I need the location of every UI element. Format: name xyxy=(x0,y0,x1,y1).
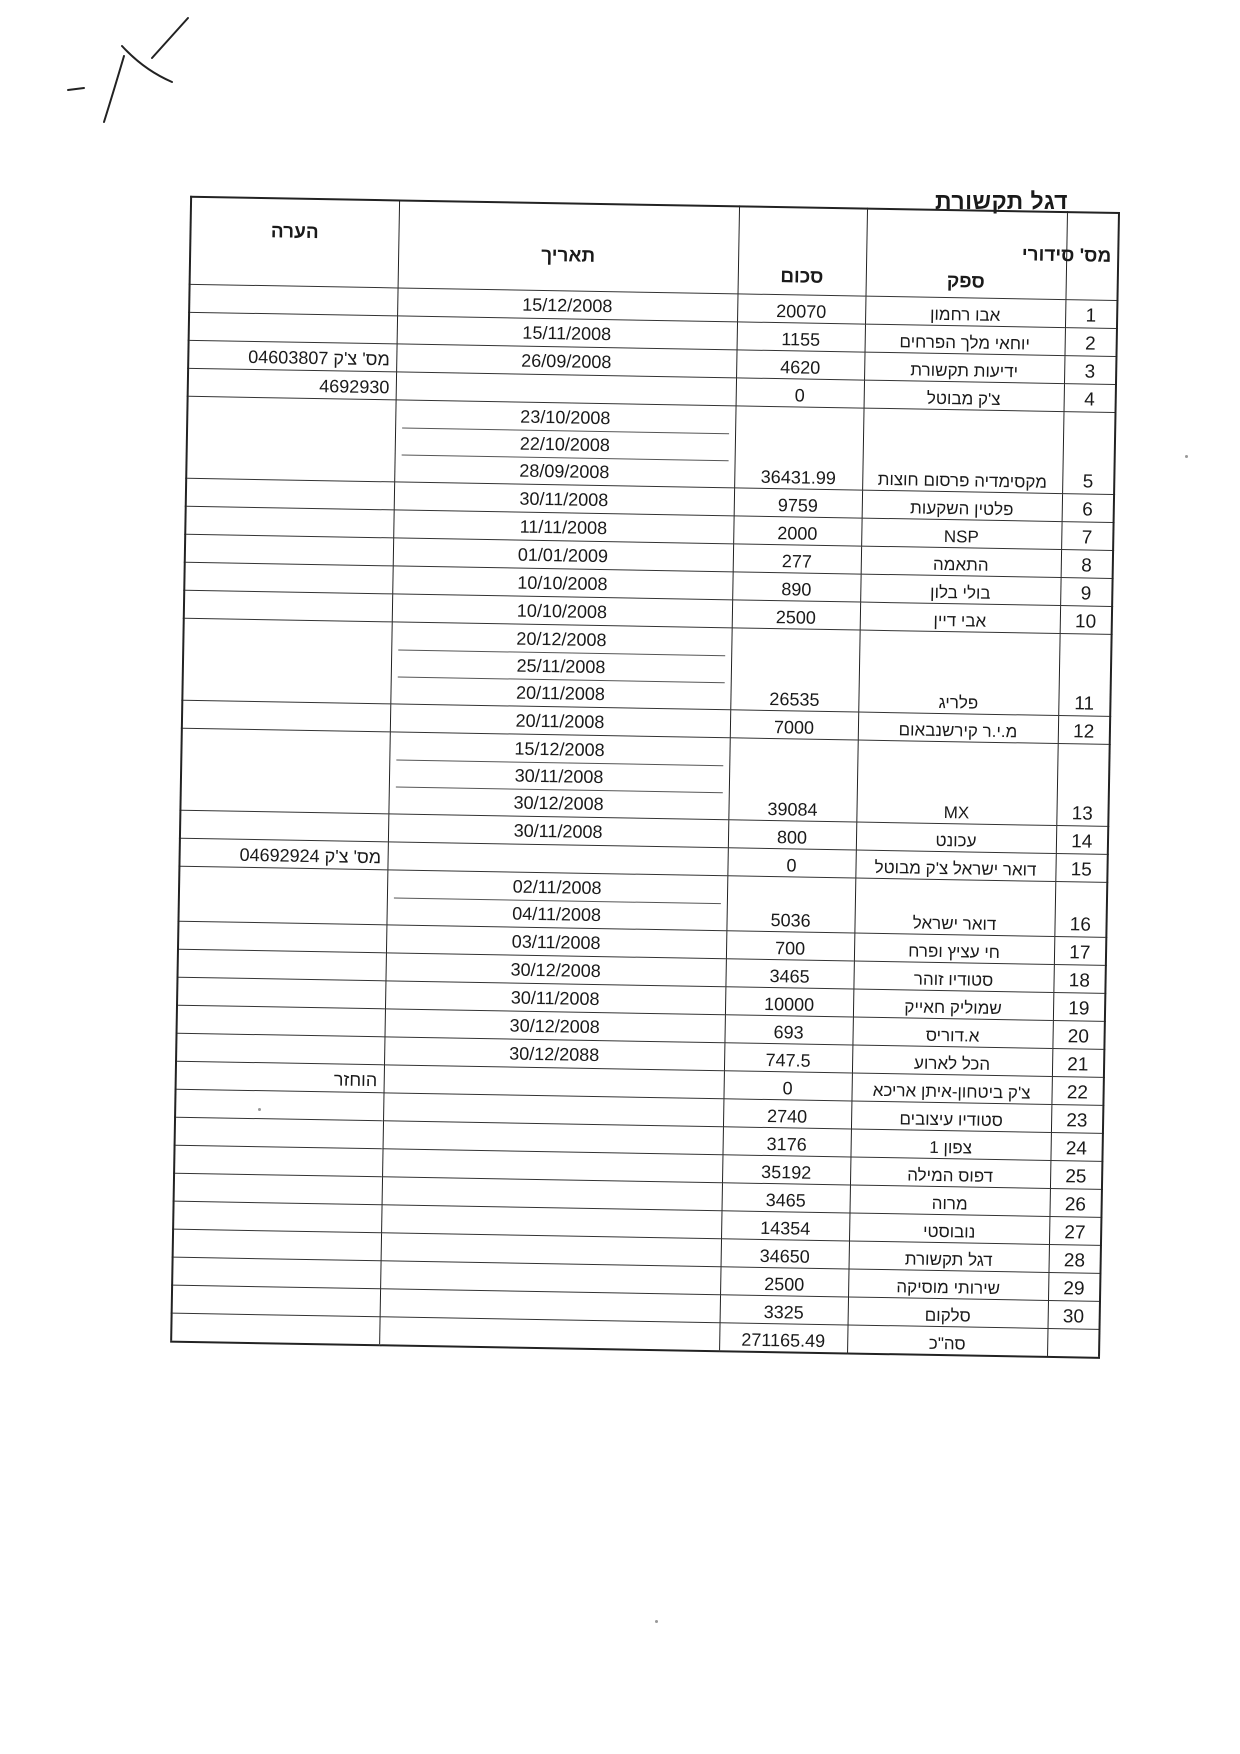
row-date: 15/11/2008 xyxy=(522,322,612,345)
row-amount: 35192 xyxy=(722,1155,850,1185)
row-serial: 22 xyxy=(1051,1076,1103,1105)
row-amount: 7000 xyxy=(730,710,858,740)
total-serial-cell xyxy=(1047,1328,1099,1357)
row-amount: 3465 xyxy=(725,959,853,989)
row-supplier: אבו רחמון xyxy=(865,296,1065,327)
row-supplier: ידיעות תקשורת xyxy=(864,352,1064,383)
row-supplier: דואר ישראל צ'ק מבוטל xyxy=(855,850,1055,881)
row-note xyxy=(184,590,392,622)
row-supplier: צ'ק ביטחון-איתן אריכא xyxy=(851,1073,1051,1104)
row-supplier: עכונט xyxy=(856,822,1056,853)
row-supplier: חי עציץ ופרח xyxy=(854,933,1054,964)
row-amount: 747.5 xyxy=(724,1043,852,1073)
row-note xyxy=(180,728,389,814)
scan-speck xyxy=(258,1108,261,1111)
row-serial: 7 xyxy=(1061,522,1113,551)
row-serial: 27 xyxy=(1049,1216,1101,1245)
row-supplier: בולי בלון xyxy=(860,574,1060,605)
row-amount: 0 xyxy=(736,378,864,408)
row-date: 30/11/2008 xyxy=(513,820,603,843)
header-note: הערה xyxy=(190,197,399,288)
row-note xyxy=(175,1089,383,1121)
total-date-cell xyxy=(379,1317,719,1351)
row-serial: 1 xyxy=(1065,300,1117,329)
row-supplier: NSP xyxy=(861,518,1061,549)
row-date: 30/12/2008 xyxy=(513,792,604,815)
row-amount: 800 xyxy=(728,820,856,850)
row-date: 22/10/2008 xyxy=(401,429,728,462)
row-amount: 9759 xyxy=(734,488,862,518)
row-serial: 21 xyxy=(1052,1048,1104,1077)
row-serial: 5 xyxy=(1062,412,1115,495)
row-amount: 5036 xyxy=(726,876,855,933)
row-date: 28/09/2008 xyxy=(519,460,610,483)
row-note xyxy=(189,312,397,344)
row-serial: 24 xyxy=(1050,1132,1102,1161)
payments-table xyxy=(170,196,1120,1359)
row-serial: 16 xyxy=(1054,882,1107,938)
row-supplier: שמוליק חאייק xyxy=(853,989,1053,1020)
row-supplier: דפוס המילה xyxy=(850,1157,1050,1188)
row-dates xyxy=(388,732,729,820)
row-date: 26/09/2008 xyxy=(521,350,612,373)
row-serial: 20 xyxy=(1052,1020,1104,1049)
row-note xyxy=(174,1173,382,1205)
row-amount: 693 xyxy=(724,1015,852,1045)
row-serial: 25 xyxy=(1050,1160,1102,1189)
row-supplier: סטודיו זוהר xyxy=(853,961,1053,992)
row-supplier: MX xyxy=(856,740,1057,825)
row-amount: 2000 xyxy=(733,516,861,546)
row-serial: 17 xyxy=(1054,936,1106,965)
row-amount: 890 xyxy=(732,572,860,602)
row-date: 30/11/2008 xyxy=(395,760,722,793)
row-serial: 8 xyxy=(1061,550,1113,579)
row-supplier: שירותי מוסיקה xyxy=(848,1269,1048,1300)
row-note xyxy=(178,921,386,953)
row-date: 11/11/2008 xyxy=(519,516,608,539)
row-note xyxy=(185,534,393,566)
row-supplier: התאמה xyxy=(861,546,1061,577)
row-date: 15/12/2008 xyxy=(396,733,723,766)
row-note xyxy=(173,1229,381,1261)
row-supplier: הכל לארוע xyxy=(852,1045,1052,1076)
row-serial: 12 xyxy=(1058,716,1110,745)
row-note: מס' צ'ק 04692924 xyxy=(179,838,387,870)
row-serial: 28 xyxy=(1048,1244,1100,1273)
row-supplier: סטודיו עיצובים xyxy=(851,1101,1051,1132)
row-serial: 11 xyxy=(1058,634,1111,717)
row-note xyxy=(185,506,393,538)
row-serial: 26 xyxy=(1049,1188,1101,1217)
header-amount: סכום xyxy=(738,206,868,296)
row-amount: 4620 xyxy=(736,350,864,380)
row-date: 30/12/2008 xyxy=(510,959,601,982)
row-serial: 29 xyxy=(1048,1272,1100,1301)
row-note xyxy=(177,1005,385,1037)
row-amount: 34650 xyxy=(721,1239,849,1269)
row-date: 20/11/2008 xyxy=(515,710,605,733)
row-supplier: נובוסטי xyxy=(849,1213,1049,1244)
row-date: 30/11/2008 xyxy=(510,987,600,1010)
row-note xyxy=(182,700,390,732)
header-date: תאריך xyxy=(398,200,739,293)
row-supplier: צפון 1 xyxy=(850,1129,1050,1160)
row-supplier: פלטין השקעות xyxy=(862,490,1062,521)
row-note xyxy=(177,977,385,1009)
row-dates xyxy=(386,870,727,931)
row-note xyxy=(182,618,391,704)
row-date: 23/10/2008 xyxy=(402,402,729,435)
row-serial: 15 xyxy=(1055,854,1107,883)
row-amount: 277 xyxy=(733,544,861,574)
row-amount: 39084 xyxy=(728,738,857,822)
row-amount: 20070 xyxy=(737,294,865,324)
row-note xyxy=(175,1117,383,1149)
row-serial: 14 xyxy=(1056,826,1108,855)
row-supplier: מ.י.ר קירשנבאום xyxy=(858,712,1058,743)
row-amount: 1155 xyxy=(737,322,865,352)
row-date: 01/01/2009 xyxy=(517,544,609,567)
header-serial: מס' סידורי xyxy=(1065,212,1119,300)
row-serial: 10 xyxy=(1060,606,1112,635)
document-title: דגל תקשורת xyxy=(935,188,1068,214)
row-note xyxy=(173,1201,381,1233)
row-supplier: סלקום xyxy=(848,1297,1048,1328)
row-amount: 2500 xyxy=(720,1267,848,1297)
row-note xyxy=(189,284,397,316)
row-note xyxy=(172,1257,380,1289)
row-amount: 2740 xyxy=(723,1099,851,1129)
row-note xyxy=(186,478,394,510)
row-amount: 2500 xyxy=(732,600,860,630)
row-supplier: אבי דיין xyxy=(860,602,1060,633)
row-note xyxy=(186,396,395,482)
payments-table-wrapper xyxy=(170,196,1118,1359)
row-serial: 4 xyxy=(1064,384,1116,413)
row-date: 03/11/2008 xyxy=(511,931,601,954)
row-serial: 13 xyxy=(1056,744,1109,827)
row-note xyxy=(178,866,387,925)
row-date: 04/11/2008 xyxy=(512,903,602,926)
scan-speck xyxy=(655,1620,658,1623)
row-amount: 3325 xyxy=(720,1295,848,1325)
row-supplier: דואר ישראל xyxy=(854,878,1055,936)
row-note xyxy=(180,810,388,842)
row-serial: 19 xyxy=(1053,992,1105,1021)
total-amount: 271165.49 xyxy=(719,1323,847,1354)
row-amount: 0 xyxy=(727,848,855,878)
row-date: 02/11/2008 xyxy=(393,871,720,904)
row-serial: 18 xyxy=(1053,964,1105,993)
row-supplier: דגל תקשורת xyxy=(849,1241,1049,1272)
row-dates xyxy=(390,622,731,710)
row-serial: 9 xyxy=(1060,578,1112,607)
row-note xyxy=(178,949,386,981)
row-note: הוחזר xyxy=(176,1061,384,1093)
row-date: 20/12/2008 xyxy=(398,624,725,657)
row-note xyxy=(174,1145,382,1177)
row-serial: 30 xyxy=(1048,1300,1100,1329)
row-date: 10/10/2008 xyxy=(516,600,608,623)
row-date: 30/12/2088 xyxy=(508,1043,600,1066)
row-note xyxy=(172,1285,380,1317)
row-amount: 0 xyxy=(723,1071,851,1101)
row-date: 30/12/2008 xyxy=(509,1015,600,1038)
row-date: 30/11/2008 xyxy=(519,488,609,511)
row-supplier: מקסימדיה פרסום חוצות xyxy=(862,408,1063,493)
row-note: 4692930 xyxy=(188,368,396,400)
row-supplier: צ'ק מבוטל xyxy=(864,380,1064,411)
total-note-cell xyxy=(171,1313,379,1345)
table-body xyxy=(172,284,1118,1329)
row-serial: 2 xyxy=(1064,328,1116,357)
scan-speck xyxy=(1185,455,1188,458)
table-header-row xyxy=(190,197,1119,301)
row-date: 25/11/2008 xyxy=(397,650,724,683)
header-supplier: ספק xyxy=(865,209,1066,300)
row-amount: 3176 xyxy=(722,1127,850,1157)
row-amount: 36431.99 xyxy=(734,406,863,490)
row-serial: 23 xyxy=(1051,1104,1103,1133)
row-date: 20/11/2008 xyxy=(515,682,606,705)
handwritten-mark xyxy=(60,18,220,138)
row-serial: 3 xyxy=(1064,356,1116,385)
row-supplier: יוחאי מלך הפרחים xyxy=(865,324,1065,355)
row-supplier: פלריג xyxy=(858,630,1059,715)
row-note xyxy=(184,562,392,594)
row-note xyxy=(176,1033,384,1065)
row-note: מס' צ'ק 04603807 xyxy=(188,340,396,372)
row-dates xyxy=(394,400,735,488)
total-label: סה"כ xyxy=(847,1325,1047,1357)
row-amount: 3465 xyxy=(722,1183,850,1213)
row-amount: 26535 xyxy=(730,628,859,712)
row-date: 10/10/2008 xyxy=(517,572,608,595)
row-amount: 10000 xyxy=(725,987,853,1017)
row-supplier: מרוה xyxy=(849,1185,1049,1216)
row-supplier: א.דוריס xyxy=(852,1017,1052,1048)
row-date: 15/12/2008 xyxy=(522,294,613,317)
row-amount: 700 xyxy=(726,931,854,961)
row-amount: 14354 xyxy=(721,1211,849,1241)
row-serial: 6 xyxy=(1062,494,1114,523)
